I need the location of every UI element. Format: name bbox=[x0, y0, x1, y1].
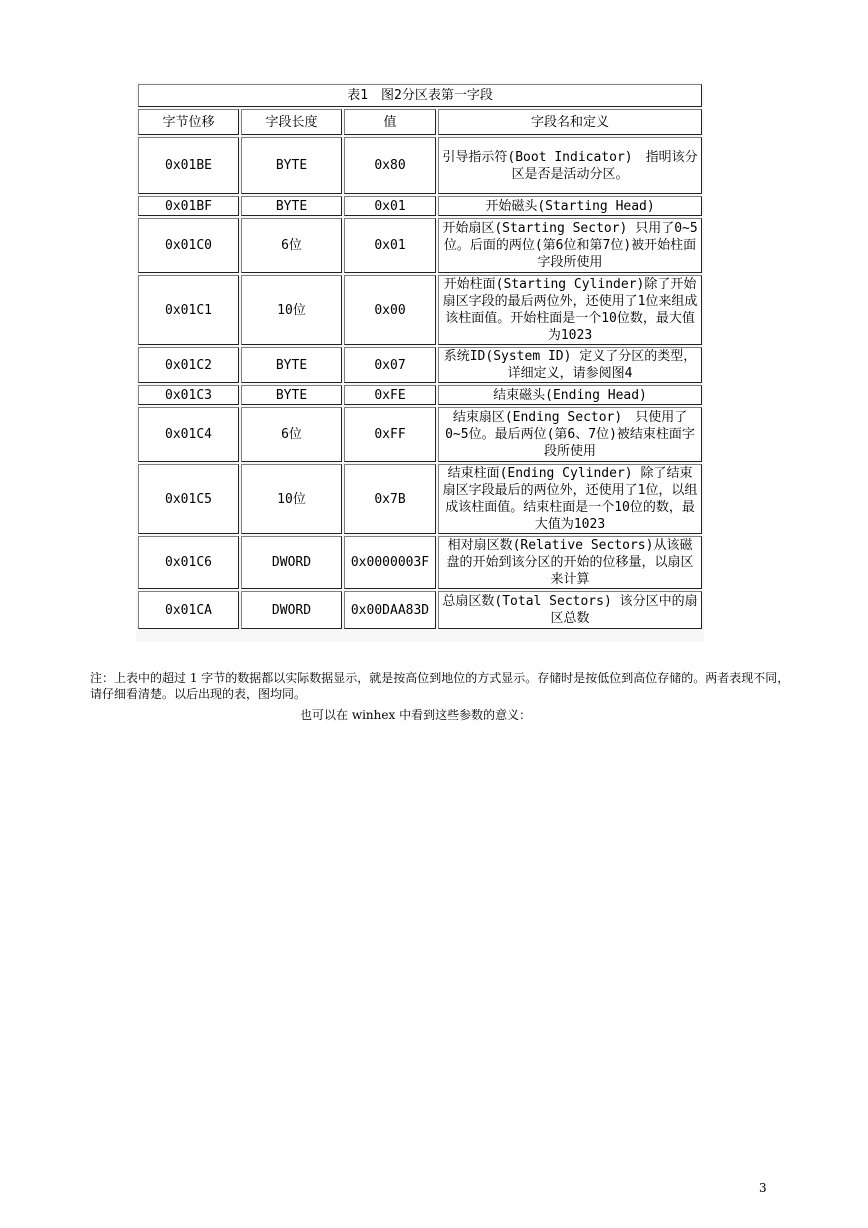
cell-offset: 0x01BE bbox=[138, 137, 239, 194]
page-number: 3 bbox=[759, 1181, 767, 1195]
table-title: 表1 图2分区表第一字段 bbox=[138, 84, 702, 107]
winhex-note: 也可以在 winhex 中看到这些参数的意义： bbox=[300, 708, 532, 722]
cell-value: 0x00DAA83D bbox=[344, 591, 436, 629]
cell-length: DWORD bbox=[241, 591, 342, 629]
cell-value: 0xFF bbox=[344, 407, 436, 462]
header-offset: 字节位移 bbox=[138, 109, 239, 135]
table-row bbox=[138, 407, 702, 462]
cell-offset: 0x01C4 bbox=[138, 407, 239, 462]
cell-offset: 0x01C1 bbox=[138, 275, 239, 345]
cell-value: 0xFE bbox=[344, 385, 436, 405]
cell-offset: 0x01BF bbox=[138, 196, 239, 216]
header-value: 值 bbox=[344, 109, 436, 135]
cell-offset: 0x01C3 bbox=[138, 385, 239, 405]
table-row bbox=[138, 464, 702, 534]
cell-length: BYTE bbox=[241, 347, 342, 383]
table-row bbox=[138, 591, 702, 629]
cell-definition: 结束磁头(Ending Head) bbox=[438, 385, 702, 405]
partition-table bbox=[136, 82, 704, 631]
partition-table-image bbox=[136, 82, 704, 642]
table-title-row bbox=[138, 84, 702, 107]
cell-definition: 结束扇区(Ending Sector) 只使用了0~5位。最后两位(第6、7位)被结束柱面字段所使用 bbox=[438, 407, 702, 462]
cell-offset: 0x01CA bbox=[138, 591, 239, 629]
table-header-row bbox=[138, 109, 702, 135]
table-row bbox=[138, 536, 702, 589]
cell-definition: 开始扇区(Starting Sector) 只用了0~5位。后面的两位(第6位和第7位)被开始柱面字段所使用 bbox=[438, 218, 702, 273]
table-row bbox=[138, 196, 702, 216]
table-row bbox=[138, 347, 702, 383]
header-definition: 字段名和定义 bbox=[438, 109, 702, 135]
cell-definition: 相对扇区数(Relative Sectors)从该磁盘的开始到该分区的开始的位移量，以扇区来计算 bbox=[438, 536, 702, 589]
cell-definition: 引导指示符(Boot Indicator) 指明该分区是否是活动分区。 bbox=[438, 137, 702, 194]
cell-length: 10位 bbox=[241, 275, 342, 345]
cell-value: 0x07 bbox=[344, 347, 436, 383]
cell-value: 0x7B bbox=[344, 464, 436, 534]
cell-length: BYTE bbox=[241, 385, 342, 405]
cell-value: 0x00 bbox=[344, 275, 436, 345]
cell-value: 0x80 bbox=[344, 137, 436, 194]
cell-definition: 系统ID(System ID) 定义了分区的类型，详细定义，请参阅图4 bbox=[438, 347, 702, 383]
cell-value: 0x0000003F bbox=[344, 536, 436, 589]
cell-length: BYTE bbox=[241, 137, 342, 194]
cell-length: DWORD bbox=[241, 536, 342, 589]
cell-offset: 0x01C0 bbox=[138, 218, 239, 273]
header-length: 字段长度 bbox=[241, 109, 342, 135]
cell-length: 6位 bbox=[241, 218, 342, 273]
cell-length: 6位 bbox=[241, 407, 342, 462]
cell-offset: 0x01C6 bbox=[138, 536, 239, 589]
cell-offset: 0x01C5 bbox=[138, 464, 239, 534]
cell-definition: 开始柱面(Starting Cylinder)除了开始扇区字段的最后两位外，还使用了1位来组成该柱面值。开始柱面是一个10位数，最大值为1023 bbox=[438, 275, 702, 345]
cell-definition: 总扇区数(Total Sectors) 该分区中的扇区总数 bbox=[438, 591, 702, 629]
cell-definition: 开始磁头(Starting Head) bbox=[438, 196, 702, 216]
cell-value: 0x01 bbox=[344, 218, 436, 273]
table-row bbox=[138, 137, 702, 194]
cell-definition: 结束柱面(Ending Cylinder) 除了结束扇区字段最后的两位外，还使用了1位，以组成该柱面值。结束柱面是一个10位的数，最大值为1023 bbox=[438, 464, 702, 534]
table-row bbox=[138, 385, 702, 405]
cell-length: 10位 bbox=[241, 464, 342, 534]
cell-length: BYTE bbox=[241, 196, 342, 216]
table-row bbox=[138, 275, 702, 345]
cell-value: 0x01 bbox=[344, 196, 436, 216]
table-row bbox=[138, 218, 702, 273]
cell-offset: 0x01C2 bbox=[138, 347, 239, 383]
table-note: 注：上表中的超过 1 字节的数据都以实际数据显示，就是按高位到地位的方式显示。存储时是按低位到高位存储的。两者表现不同，请仔细看清楚。以后出现的表，图均同。 bbox=[90, 671, 790, 701]
